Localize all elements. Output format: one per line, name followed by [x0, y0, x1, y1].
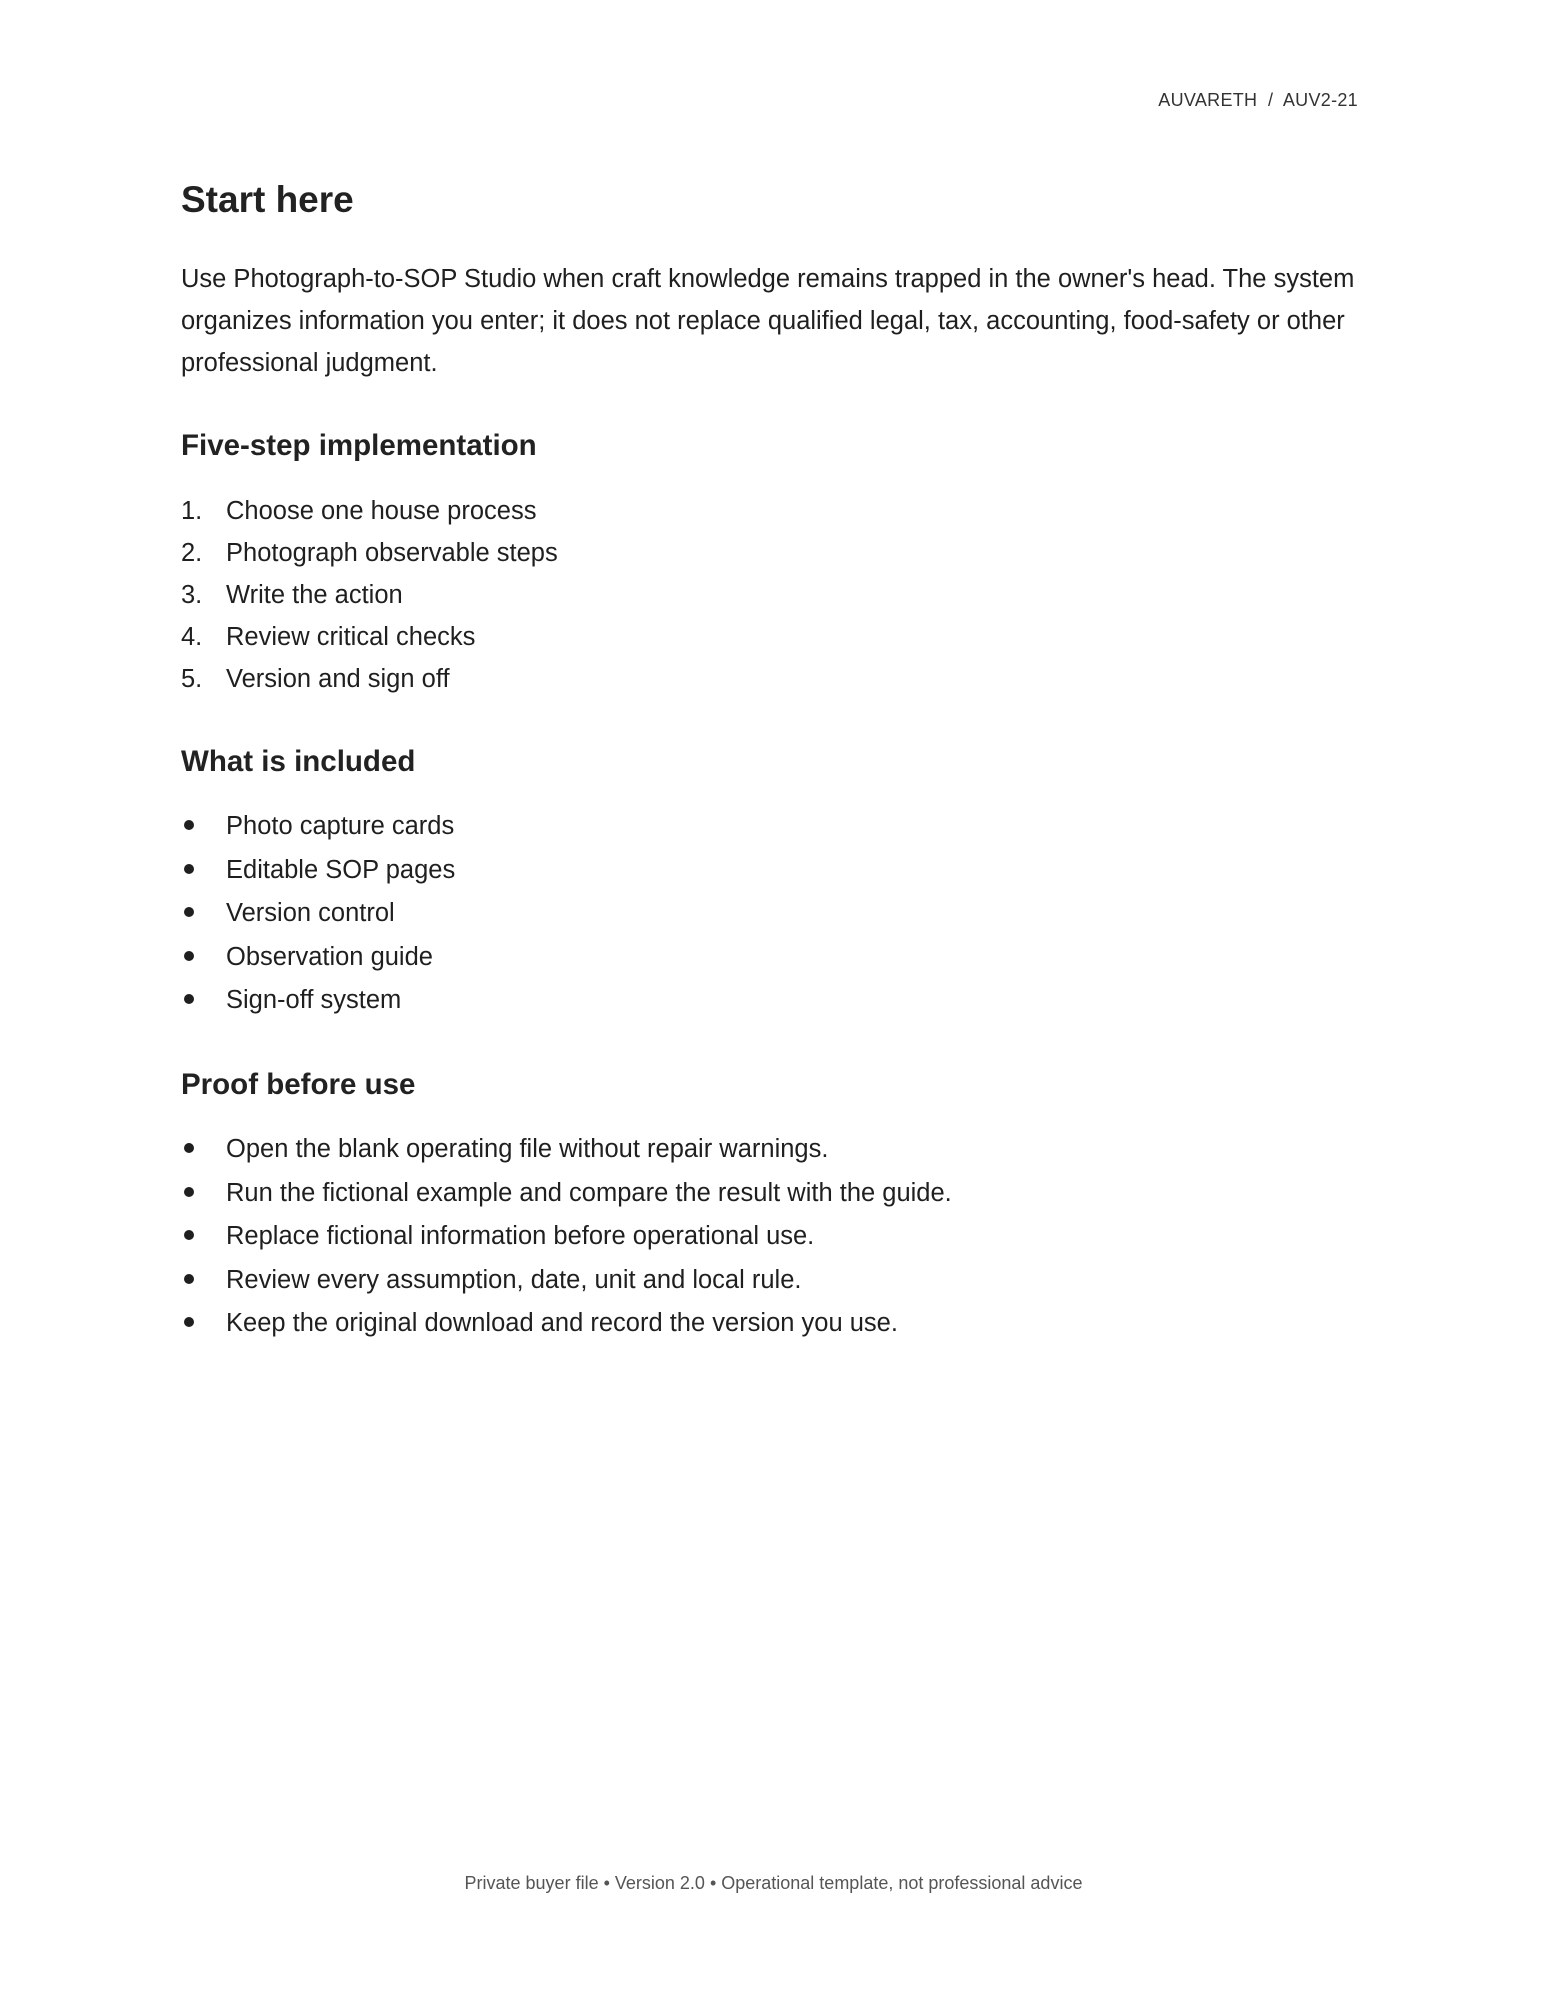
page-title: Start here [181, 179, 354, 220]
steps-heading: Five-step implementation [181, 429, 537, 463]
included-item-text: Observation guide [226, 942, 433, 971]
list-item [181, 658, 1361, 700]
bullet-icon [184, 951, 194, 961]
step-text: Photograph observable steps [226, 538, 558, 567]
step-number: 2. [181, 538, 203, 567]
document-reference: AUVARETH / AUV2-21 [1158, 90, 1358, 110]
proof-heading: Proof before use [181, 1067, 416, 1101]
bullet-icon [184, 820, 194, 830]
step-text: Write the action [226, 580, 403, 609]
bullet-icon [184, 864, 194, 874]
bullet-icon [184, 1274, 194, 1284]
list-item [181, 805, 1361, 849]
list-item [181, 1128, 1361, 1172]
step-text: Review critical checks [226, 622, 476, 651]
bullet-icon [184, 1317, 194, 1327]
proof-item-text: Run the fictional example and compare the result with the guide. [226, 1178, 952, 1207]
list-item [181, 532, 1361, 574]
proof-list [181, 1128, 1361, 1346]
list-item [181, 849, 1361, 893]
list-item [181, 1259, 1361, 1303]
included-list [181, 805, 1361, 1023]
step-number: 5. [181, 664, 203, 693]
step-number: 4. [181, 622, 203, 651]
list-item [181, 490, 1361, 532]
included-item-text: Version control [226, 899, 395, 928]
bullet-icon [184, 994, 194, 1004]
included-item-text: Sign-off system [226, 986, 402, 1015]
list-item [181, 574, 1361, 616]
proof-item-text: Replace fictional information before operational use. [226, 1222, 815, 1251]
list-item [181, 616, 1361, 658]
bullet-icon [184, 1143, 194, 1153]
document-body [181, 178, 1361, 1346]
step-text: Choose one house process [226, 496, 537, 525]
list-item [181, 1302, 1361, 1346]
included-item-text: Photo capture cards [226, 812, 455, 841]
list-item [181, 979, 1361, 1023]
bullet-icon [184, 1187, 194, 1197]
bullet-icon [184, 1230, 194, 1240]
step-text: Version and sign off [226, 664, 450, 693]
included-item-text: Editable SOP pages [226, 855, 456, 884]
proof-item-text: Keep the original download and record the version you use. [226, 1309, 898, 1338]
bullet-icon [184, 907, 194, 917]
step-number: 3. [181, 580, 203, 609]
page-footer: Private buyer file • Version 2.0 • Operational template, not professional advice [464, 1873, 1083, 1893]
included-heading: What is included [181, 744, 416, 778]
list-item [181, 936, 1361, 980]
steps-list [181, 490, 1361, 700]
step-number: 1. [181, 496, 203, 525]
list-item [181, 892, 1361, 936]
proof-item-text: Open the blank operating file without repair warnings. [226, 1135, 829, 1164]
list-item [181, 1215, 1361, 1259]
list-item [181, 1172, 1361, 1216]
proof-item-text: Review every assumption, date, unit and local rule. [226, 1265, 802, 1294]
intro-paragraph: Use Photograph-to-SOP Studio when craft knowledge remains trapped in the owner's head. The system organizes information you enter; it does not replace qualified legal, tax, accounting, food-safety or other professional judgment. [181, 265, 1355, 378]
